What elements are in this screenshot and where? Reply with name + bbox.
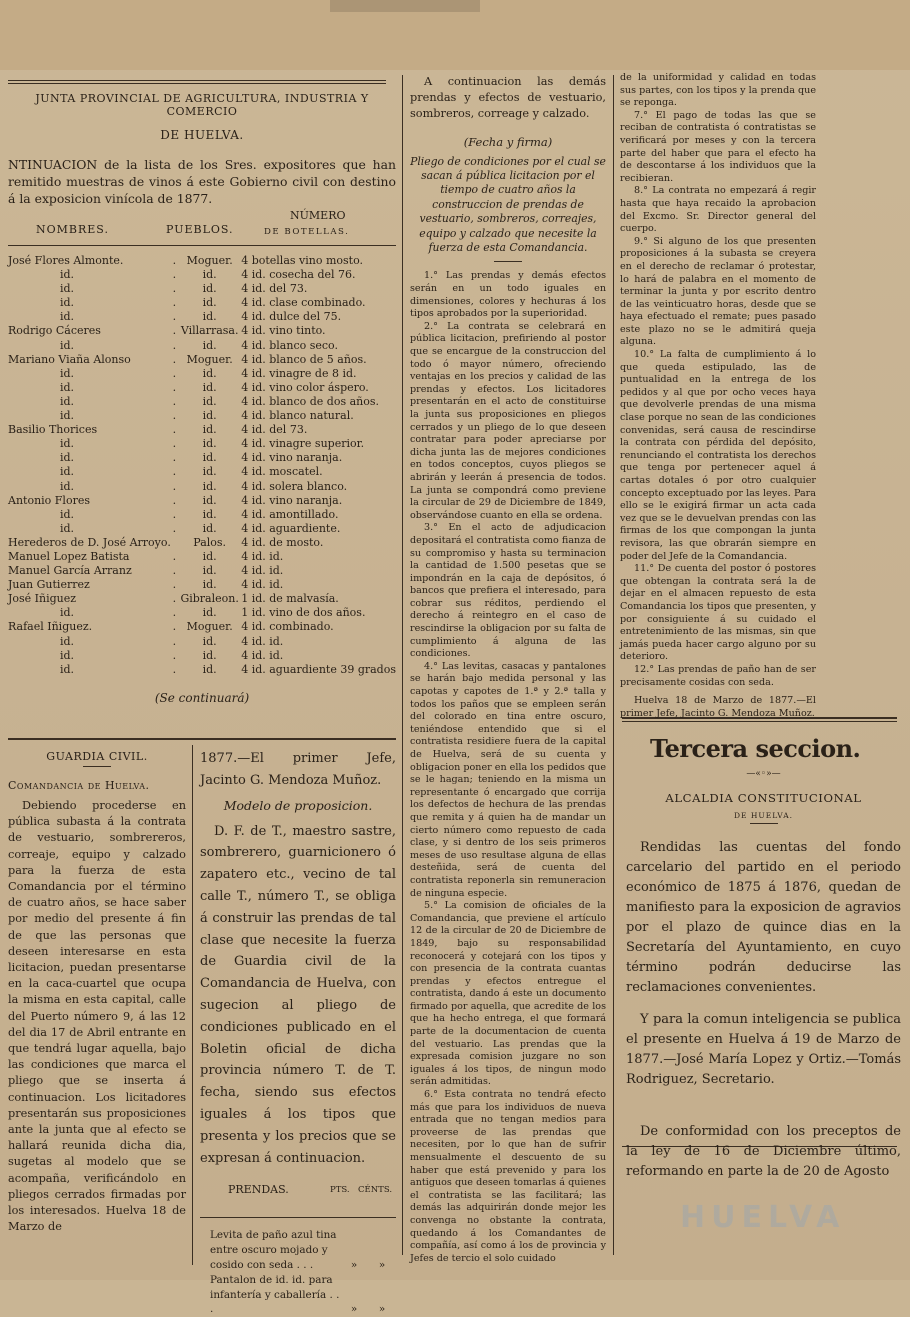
expositor-row [8, 282, 396, 296]
expositor-row [8, 578, 396, 592]
col-pueblos: PUEBLOS. [166, 223, 234, 236]
expositor-name: id. [60, 394, 75, 408]
expositor-name: id. [60, 634, 75, 648]
alcaldia-p2: Y para la comun inteligencia se publica el presente en Huelva á 19 de Marzo de 1877.—José María Lopez y Ortiz.—Tomás Rodriguez, Secretario. [626, 1012, 901, 1087]
alcaldia-dash [750, 823, 778, 824]
numero-botellas: 4 id. id. [241, 549, 284, 563]
pueblo: id. [202, 479, 217, 493]
expositor-row [8, 592, 396, 606]
numero-botellas: 4 id. solera blanco. [241, 479, 348, 493]
page-top-margin [0, 0, 910, 70]
pueblo: id. [202, 423, 217, 437]
dot-leader: . [172, 606, 177, 620]
guardia-dash [83, 766, 111, 767]
pliego-intro: A continuacion las demás prendas y efectos de vestuario, sombreros, correage y calzado. [410, 75, 606, 121]
junta-header: JUNTA PROVINCIAL DE AGRICULTURA, INDUSTRIA Y COMERCIO [35, 92, 369, 118]
numero-botellas: 4 id. clase combinado. [241, 296, 366, 310]
dot-leader: . [172, 634, 177, 648]
pueblo: id. [202, 465, 217, 479]
expositor-row [8, 254, 396, 268]
pliego-dash [494, 261, 522, 262]
expositores-table [8, 254, 396, 677]
tercera-seccion [626, 730, 901, 1270]
pueblo: Villarrasa. [180, 324, 239, 338]
prenda-row [200, 1228, 396, 1272]
pueblo: id. [202, 493, 217, 507]
prendas-label: PRENDAS. [228, 1183, 289, 1197]
dot-leader: . [172, 394, 177, 408]
expositor-name: id. [60, 521, 75, 535]
expositor-name: id. [60, 310, 75, 324]
alcaldia-p3: De conformidad con los preceptos de la ley de 16 de Diciembre último, reformando en parte la de 20 de Agosto [626, 1124, 901, 1179]
dot-leader: . [172, 268, 177, 282]
dot-leader: . [172, 423, 177, 437]
dot-leader: . [172, 338, 177, 352]
expositor-name: Manuel García Arranz [8, 564, 132, 578]
dot-leader: . [172, 380, 177, 394]
numero-botellas: 4 id. aguardiente 39 grados [241, 662, 396, 676]
pueblo: id. [202, 338, 217, 352]
prenda-pantalon: Pantalon de id. id. para infantería y caballería . . . [210, 1273, 340, 1316]
dot-leader: . [172, 451, 177, 465]
condicion-7: 7.° El pago de todas las que se reciban de contratista ó contratistas se verificará por meses y con la tercera parte del haber que para el efecto ha de descontarse á los individuos que la recibieran. [620, 109, 816, 184]
table-header [8, 209, 396, 243]
numero-botellas: 4 id. id. [241, 564, 284, 578]
condicion-12: 12.° Las prendas de paño han de ser precisamente cosidas con seda. [620, 663, 816, 688]
dot-leader: . [172, 521, 177, 535]
dot-leader: . [172, 437, 177, 451]
expositor-row [8, 353, 396, 367]
prenda-row [200, 1273, 396, 1317]
pueblo: id. [202, 549, 217, 563]
expositor-name: id. [60, 380, 75, 394]
expositor-name: id. [60, 465, 75, 479]
expositor-name: id. [60, 507, 75, 521]
condicion-9: 9.° Si alguno de los que presenten proposiciones á la subasta se creyera en el derecho de reclamar ó protestar, lo hará de palabra en el momento de terminar la junta y por escrito dentro de las veinticuatro horas, desde que se haya efectuado el remate; pues pasado este plazo no se le admitirá queja alguna. [620, 235, 816, 348]
guardia-civil-section [8, 748, 186, 1268]
dot-leader: . [172, 493, 177, 507]
pueblo: id. [202, 282, 217, 296]
section-rule-right-2 [622, 721, 897, 722]
numero-botellas: 4 id. vino naranja. [241, 451, 343, 465]
expositor-row [8, 381, 396, 395]
pueblo: id. [202, 662, 217, 676]
dot-leader: . [172, 507, 177, 521]
expositor-name: id. [60, 282, 75, 296]
expositor-row [8, 564, 396, 578]
pueblo: id. [202, 394, 217, 408]
expositor-row [8, 620, 396, 634]
prenda-cents: » [378, 1303, 386, 1316]
numero-botellas: 4 id. amontillado. [241, 507, 339, 521]
numero-botellas: 4 id. vino color áspero. [241, 380, 369, 394]
pueblo: id. [202, 634, 217, 648]
top-rule-left [8, 80, 386, 81]
expositor-row [8, 339, 396, 353]
numero-botellas: 4 id. combinado. [241, 620, 334, 634]
expositor-row [8, 606, 396, 620]
pueblo: id. [202, 296, 217, 310]
prenda-pts: » [350, 1303, 358, 1316]
expositor-row [8, 663, 396, 677]
expositor-row [8, 550, 396, 564]
top-rule-left-2 [8, 83, 386, 84]
numero-botellas: 4 id. vinagre de 8 id. [241, 366, 357, 380]
dot-leader: . [172, 648, 177, 662]
numero-botellas: 4 id. id. [241, 634, 284, 648]
condicion-11: 11.° De cuenta del postor ó postores que obtengan la contrata será la de dejar en el almacen repuesto de esta Comandancia los tipos que presenten, y por consiguiente á su cuidado el entretenimiento de las mismas, sin que jamás pueda hacer cargo alguno por su deterioro. [620, 563, 816, 663]
expositor-row [8, 494, 396, 508]
col-botellas: DE BOTELLAS. [264, 227, 350, 237]
expositor-name: Manuel Lopez Batista [8, 549, 130, 563]
expositor-row [8, 324, 396, 338]
guardia-body: Debiendo procederse en pública subasta á la contrata de vestuario, sombrereros, correaje, equipo y calzado para la fuerza de esta Comandancia por el término de cuatro años, se hace saber por medio del presente á fin de que las personas que deseen interesarse en esta licitacion, puedan presentarse en la caca-cuartel que ocupa la misma en esta capital, calle del Puerto número 9, á las 12 del dia 17 de Abril entrante en que tendrá lugar aquella, bajo las condiciones que marca el pliego que se inserta á continuacion. Los licitadores presentarán sus proposiciones ante la junta que al efecto se hallará reunida dicha dia, sugetas al modelo que se acompaña, verificándolo en pliegos cerrados firmadas por los interesados. Huelva 18 de Marzo de [8, 799, 186, 1234]
junta-header-2: DE HUELVA. [160, 128, 244, 142]
expositor-name: José Iñiguez [8, 592, 77, 606]
dot-leader: . [172, 324, 177, 338]
prenda-cents: » [378, 1258, 386, 1271]
expositor-row [8, 268, 396, 282]
se-continuara: (Se continuará) [154, 690, 250, 705]
pliego-section [410, 74, 606, 1269]
column-divider-2 [613, 75, 614, 1255]
numero-botellas: 4 id. cosecha del 76. [241, 268, 356, 282]
alcaldia-p1: Rendidas las cuentas del fondo carcelario del partido en el periodo económico de 1875 á 1876, quedan de manifiesto para la exposicion de agravios por el plazo de quince dias en la Secretaría del Ayuntamiento, en cuyo término podrán deducirse las reclamaciones convenientes. [626, 840, 901, 995]
modelo-section [200, 748, 396, 1316]
numero-botellas: 4 id. vino naranja. [241, 493, 343, 507]
pliego-title: Pliego de condiciones por el cual se sacan á pública licitacion por el tiempo de cuatro años la construccion de prendas de vestuario, sombreros, correajes, equipo y calzado que necesite la fuerza de esta Comandancia. [410, 154, 606, 255]
ornament: —«◦»— [746, 769, 781, 779]
numero-botellas: 1 id. de malvasía. [241, 592, 339, 606]
numero-botellas: 4 id. vinagre superior. [241, 437, 365, 451]
dot-leader: . [172, 296, 177, 310]
dot-leader: . [172, 592, 177, 606]
expositor-name: id. [60, 662, 75, 676]
numero-botellas: 4 id. dulce del 75. [241, 310, 342, 324]
column-divider-3 [192, 745, 193, 1265]
numero-botellas: 4 id. blanco de dos años. [241, 394, 379, 408]
condicion-2: 2.° La contrata se celebrará en pública licitacion, prefiriendo al postor que se encargue de la construccion del todo ó mayor número, ofreciendo ventajas en los precios y calidad de las prendas y efectos. Los licitadores presentarán en el acto de constituirse la junta sus proposiciones en pliegos cerrados y un pliego de lo que deseen contratar para poder apreciarse por dicha junta las de mejores condiciones en todos conceptos, cuyos pliegos se abrirán y leerán á presencia de todos. La junta se compondrá como previene la circular de 29 de Diciembre de 1849, observándose cuanto en ella se ordena. [410, 320, 606, 521]
numero-botellas: 4 id. id. [241, 578, 284, 592]
expositor-row [8, 367, 396, 381]
expositor-name: Basilio Thorices [8, 423, 98, 437]
dot-leader: . [172, 409, 177, 423]
dot-leader: . [172, 479, 177, 493]
prenda-levita: Levita de paño azul tina entre oscuro mojado y cosido con seda . . . [210, 1229, 337, 1271]
numero-botellas: 4 id. blanco de 5 años. [241, 352, 367, 366]
pueblo: id. [202, 366, 217, 380]
expositor-name: Herederos de D. José Arroyo. [8, 535, 171, 549]
prenda-pts: » [350, 1258, 358, 1271]
pueblo: id. [202, 648, 217, 662]
expositor-row [8, 423, 396, 437]
modelo-title: Modelo de proposicion. [223, 797, 373, 813]
expositor-name: Juan Gutierrez [8, 578, 90, 592]
alcaldia-title: ALCALDIA CONSTITUCIONAL [665, 791, 862, 805]
modelo-body: D. F. de T., maestro sastre, sombrerero, guarnicionero ó zapatero etc., vecino de tal calle T., número T., se obliga á construir las prendas de tal clase que necesite la fuerza de Guardia civil de la Comandancia de Huelva, con sugecion al pliego de condiciones publicado en el Boletin oficial de dicha provincia número T. de T. fecha, siendo sus efectos iguales á los tipos que presenta y los precios que se expresan á continuacion. [200, 823, 396, 1166]
col-numero: NÚMERO [290, 209, 346, 222]
col-nombres: NOMBRES. [36, 223, 109, 236]
dot-leader: . [172, 549, 177, 563]
expositor-row [8, 649, 396, 663]
pueblo: id. [202, 437, 217, 451]
ink-smudge [330, 0, 480, 12]
pliego-firma: Huelva 18 de Marzo de 1877.—El primer Jefe, Jacinto G. Mendoza Muñoz. [620, 695, 816, 719]
dot-leader: . [172, 564, 177, 578]
expositor-row [8, 395, 396, 409]
numero-botellas: 4 id. id. [241, 648, 284, 662]
expositor-row [8, 508, 396, 522]
dot-leader: . [172, 620, 177, 634]
junta-section [8, 92, 396, 732]
pueblo: id. [202, 578, 217, 592]
prendas-header [200, 1183, 396, 1203]
expositor-row [8, 465, 396, 479]
expositor-row [8, 409, 396, 423]
expositor-name: Rafael Iñiguez. [8, 620, 93, 634]
expositor-name: id. [60, 606, 75, 620]
prendas-rule [200, 1217, 396, 1218]
pueblo: Moguer. [186, 620, 233, 634]
pueblo: id. [202, 606, 217, 620]
pueblo: Gibraleon. [180, 592, 239, 606]
expositor-name: id. [60, 451, 75, 465]
pts-label: PTS. [330, 1185, 350, 1196]
expositor-name: Rodrigo Cáceres [8, 324, 101, 338]
condiciones-cont [620, 72, 816, 719]
numero-botellas: 4 id. del 73. [241, 423, 308, 437]
numero-botellas: 4 botellas vino mosto. [241, 254, 364, 267]
numero-botellas: 4 id. aguardiente. [241, 521, 341, 535]
pueblo: Moguer. [186, 254, 233, 267]
condicion-6-cont: de la uniformidad y calidad en todas sus partes, con los tipos y la prenda que se reponga. [620, 72, 816, 109]
prendas-table [200, 1228, 396, 1317]
expositor-row [8, 480, 396, 494]
dot-leader: . [172, 282, 177, 296]
pueblo: Palos. [193, 535, 227, 549]
watermark-logo: HUELVA [680, 1200, 846, 1235]
fecha-firma: (Fecha y firma) [463, 134, 553, 149]
pueblo: id. [202, 409, 217, 423]
numero-botellas: 4 id. blanco natural. [241, 409, 354, 423]
expositor-name: José Flores Almonte. [8, 254, 124, 267]
expositor-row [8, 437, 396, 451]
numero-botellas: 1 id. vino de dos años. [241, 606, 366, 620]
numero-botellas: 4 id. blanco seco. [241, 338, 338, 352]
pueblo: Moguer. [186, 352, 233, 366]
dot-leader: . [172, 352, 177, 366]
expositor-name: id. [60, 479, 75, 493]
expositor-name: Antonio Flores [8, 493, 90, 507]
column-divider-1 [402, 75, 403, 1255]
dot-leader: . [172, 254, 177, 267]
dot-leader: . [172, 578, 177, 592]
numero-botellas: 4 id. moscatel. [241, 465, 323, 479]
guardia-title: GUARDIA CIVIL. [46, 750, 148, 763]
condicion-4: 4.° Las levitas, casacas y pantalones se harán bajo medida personal y las capotas y capotes de 1.ª y 2.ª talla y todos los paños que se empleen serán del colorado en tina entre oscuro, teniéndose entendido que si el contratista residiere fuera de la capital de Huelva, será de su cuenta y obligacion poner en ella los pedidos que se le hagan; teniendo en la misma un representante ó encargado que corrija los defectos de hechura de las prendas que remita y á quien ha de mandar un cierto número como repuesto de cada clase, y si dentro de los seis primeros meses de uso resultase alguna de ellas desteñida, será de cuenta del contratista reponerla sin remuneracion de ninguna especie. [410, 660, 606, 899]
condicion-6: 6.° Esta contrata no tendrá efecto más que para los individuos de nueva entrada que no tengan medios para proveerse de las prendas que necesiten, por lo que han de sufrir mensualmente el descuento de su haber que está prevenido y para los antiguos que deseen tomarlas á quienes el contratista se las facilitará; las demás las adquirirán donde mejor les convenga no obstante la contrata, quedando á los Comandantes de compañía, así como á los de provincia y Jefes de tercio el solo cuidado [410, 1089, 606, 1264]
modelo-signature: 1877.—El primer Jefe, Jacinto G. Mendoza Muñoz. [200, 751, 396, 788]
condicion-5: 5.° La comision de oficiales de la Comandancia, que previene el artículo 12 de la circular de 20 de Diciembre de 1849, bajo su responsabilidad reconocerá y cotejará con los tipos y con presencia de la contrata cuantas prendas y efectos entregue el contratista, dando á este un documento firmado por aquella, que acredite de los que ha hecho entrega, el que formará parte de la documentacion de cuenta del vestuario. Las prendas que la expresada comision juzgare no son iguales á los tipos, de ningun modo serán admitidas. [410, 900, 606, 1088]
section-rule-left [8, 738, 396, 740]
guardia-subtitle: Comandancia de Huelva. [8, 779, 150, 792]
expositor-name: Mariano Viaña Alonso [8, 352, 131, 366]
expositor-row [8, 310, 396, 324]
expositor-name: id. [60, 437, 75, 451]
pueblo: id. [202, 310, 217, 324]
expositor-name: id. [60, 648, 75, 662]
pueblo: id. [202, 268, 217, 282]
pueblo: id. [202, 521, 217, 535]
expositor-name: id. [60, 409, 75, 423]
expositor-name: id. [60, 338, 75, 352]
expositor-row [8, 296, 396, 310]
condicion-8: 8.° La contrata no empezará á regir hasta que haya recaido la aprobacion del Excmo. Sr. Director general del cuerpo. [620, 185, 816, 235]
condicion-1: 1.° Las prendas y demás efectos serán en un todo iguales en dimensiones, colores y hechuras á los tipos aprobados por la superioridad. [410, 270, 606, 320]
expositor-name: id. [60, 268, 75, 282]
cents-label: CÉNTS. [358, 1185, 393, 1196]
pueblo: id. [202, 507, 217, 521]
numero-botellas: 4 id. del 73. [241, 282, 308, 296]
pueblo: id. [202, 451, 217, 465]
numero-botellas: 4 id. vino tinto. [241, 324, 326, 338]
numero-botellas: 4 id. de mosto. [241, 535, 324, 549]
expositor-row [8, 451, 396, 465]
expositor-row [8, 536, 396, 550]
dot-leader: . [172, 662, 177, 676]
tercera-title: Tercera seccion. [650, 734, 861, 763]
dot-leader: . [172, 310, 177, 324]
expositor-row [8, 635, 396, 649]
expositor-row [8, 522, 396, 536]
dot-leader: . [172, 465, 177, 479]
alcaldia-subtitle: DE HUELVA. [733, 811, 793, 820]
pueblo: id. [202, 564, 217, 578]
expositor-name: id. [60, 296, 75, 310]
condicion-3: 3.° En el acto de adjudicacion depositará el contratista como fianza de su compromiso y hasta su terminacion la cantidad de 1.500 pesetas que se impondrán en la caja de depósitos, ó bancos que prefiera el interesado, para cobrar sus réditos, perdiendo el derecho á reintegro en el caso de rescindirse la obligacion por su falta de cumplimiento á alguna de las condiciones. [410, 522, 606, 660]
expositor-name: id. [60, 366, 75, 380]
junta-intro: NTINUACION de la lista de los Sres. expositores que han remitido muestras de vinos á este Gobierno civil con destino á la exposicion vinícola de 1877. [8, 157, 396, 206]
condicion-10: 10.° La falta de cumplimiento á lo que queda estipulado, las de puntualidad en la entrega de los pedidos y al que por ocho veces haya que devolverle prendas de una misma clase porque no sean de las condiciones convenidas, será causa de rescindirse la contrata con pérdida del depósito, renunciando el contratista los derechos que tenga por pertenecer aquel á cartas dotales ó por otro cualquier concepto exceptuado por las leyes. Para ello se le exigirá firmar un acta cada vez que se le devuelvan prendas con las firmas de los que compongan la junta revisora, las que obrarán siempre en poder del Jefe de la Comandancia. [620, 349, 816, 562]
pueblo: id. [202, 380, 217, 394]
table-rule [8, 245, 396, 246]
dot-leader: . [172, 366, 177, 380]
